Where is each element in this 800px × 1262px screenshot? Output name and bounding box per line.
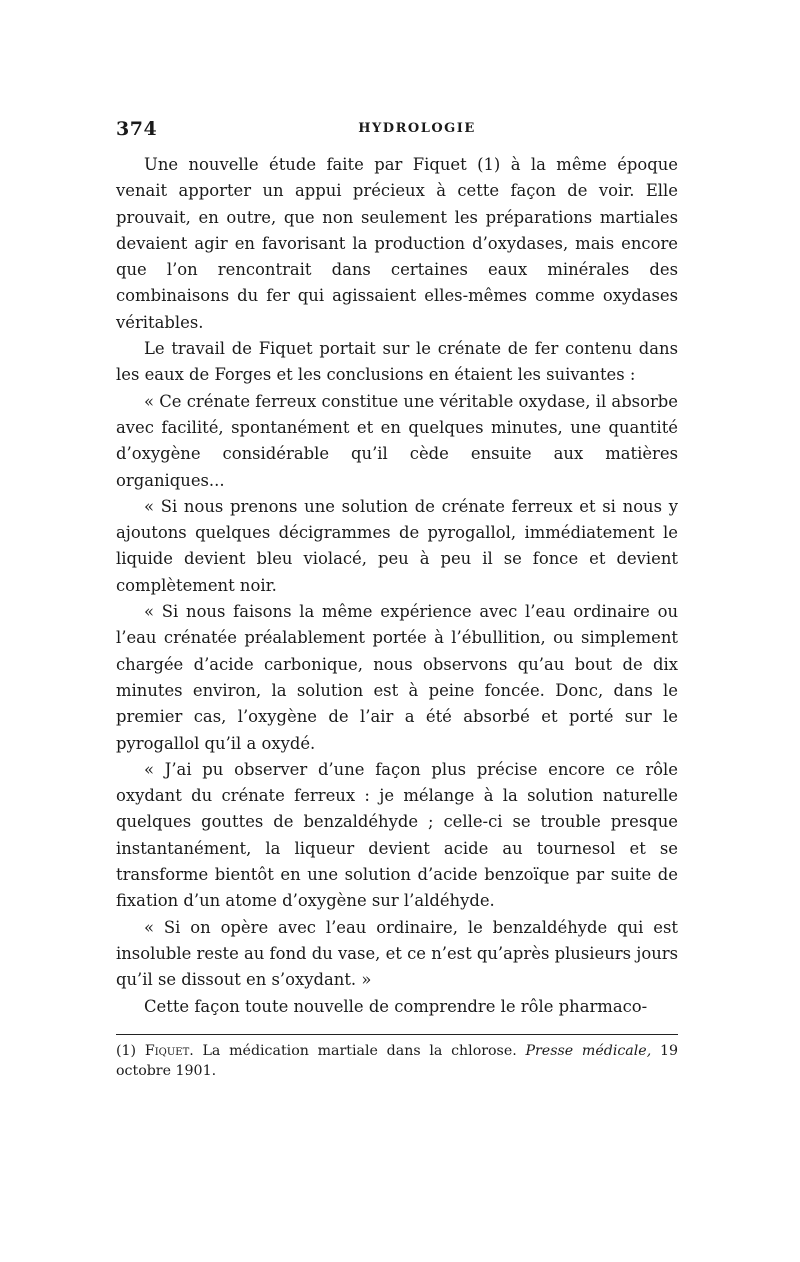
footnote-author: Fiquet. — [144, 1042, 194, 1059]
footnote-text — [116, 1041, 678, 1081]
paragraph: Cette façon toute nouvelle de comprendre le rôle pharmaco- — [144, 996, 648, 1016]
page-header — [116, 118, 678, 144]
paragraph: Le travail de Fiquet portait sur le crénate de fer contenu dans les eaux de Forges et les conclusions en étaient les suivantes : — [116, 339, 678, 385]
footnote-journal: Presse médicale, — [525, 1042, 652, 1059]
paragraph: « J’ai pu observer d’une façon plus précise encore ce rôle oxydant du crénate ferreux : je mélange à la solution naturelle quelques gouttes de benzaldéhyde ; celle-ci se trouble presque instantanément, la liqueur devient acide au tournesol et se transforme bientôt en une solution d’acide benzoïque par suite de fixation d’un atome d’oxygène sur l’aldéhyde. — [116, 759, 678, 911]
footnote-title: La médication martiale dans la chlorose. — [202, 1042, 517, 1059]
paragraph: « Si nous prenons une solution de crénate ferreux et si nous y ajoutons quelques décigrammes de pyrogallol, immédiatement le liquide devient bleu violacé, peu à peu il se fonce et devient complètement noir. — [116, 496, 678, 595]
footnote-marker: (1) — [116, 1042, 137, 1059]
footnote-date: 19 octobre 1901. — [116, 1042, 679, 1079]
book-page — [116, 118, 678, 1081]
body-text — [116, 152, 678, 1020]
footnote-rule — [116, 1034, 678, 1035]
paragraph: « Si on opère avec l’eau ordinaire, le benzaldéhyde qui est insoluble reste au fond du vase, et ce n’est qu’après plusieurs jours qu’il se dissout en s’oxydant. » — [116, 917, 678, 990]
running-head: HYDROLOGIE — [358, 121, 476, 136]
footnote — [116, 1041, 678, 1081]
paragraph: Une nouvelle étude faite par Fiquet (1) à la même époque venait apporter un appui précieux à cette façon de voir. Elle prouvait, en outre, que non seulement les préparations martiales devaient agir en favorisant la production d’oxydases, mais encore que l’on rencontrait dans certaines eaux minérales des combinaisons du fer qui agissaient elles-mêmes comme oxydases véritables. — [116, 155, 678, 332]
paragraph: « Si nous faisons la même expérience avec l’eau ordinaire ou l’eau crénatée préalablement portée à l’ébullition, ou simplement chargée d’acide carbonique, nous observons qu’au bout de dix minutes environ, la solution est à peine foncée. Donc, dans le premier cas, l’oxygène de l’air a été absorbé et porté sur le pyrogallol qu’il a oxydé. — [116, 602, 678, 753]
paragraph: « Ce crénate ferreux constitue une véritable oxydase, il absorbe avec facilité, spontanément et en quelques minutes, une quantité d’oxygène considérable qu’il cède ensuite aux matières organiques... — [116, 391, 678, 490]
page-number: 374 — [116, 118, 158, 140]
